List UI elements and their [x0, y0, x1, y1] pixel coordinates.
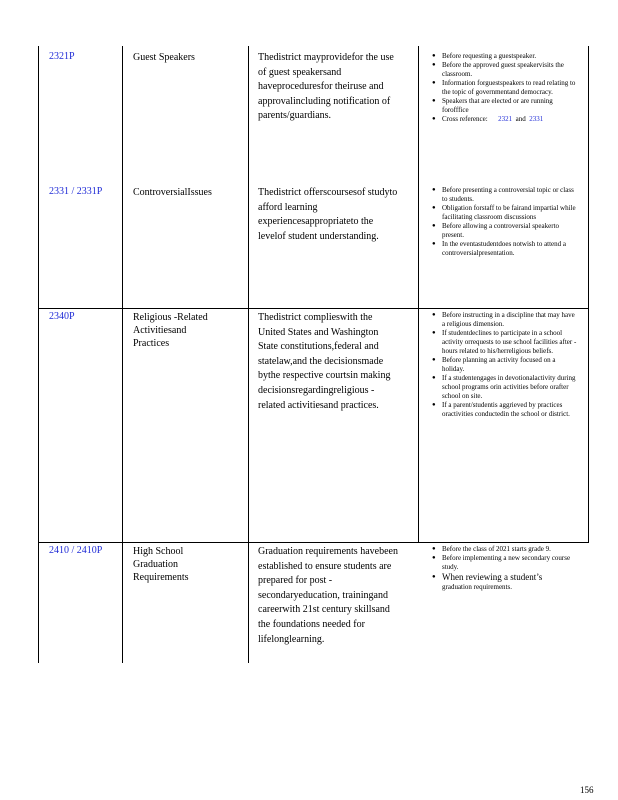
policy-title: Religious -Related Activitiesand Practices	[133, 312, 208, 349]
policy-notes	[432, 545, 577, 592]
column-divider	[418, 46, 419, 543]
policy-code: 2410 / 2410P	[49, 545, 103, 556]
note-item: ● Before planning an activity focused on a holiday.	[432, 356, 577, 374]
note-item: ● If studentdeclines to participate in a school activity orrequests to use school facilities after -hours related to his/herreligious beliefs.	[432, 329, 577, 356]
note-item: ● Before presenting a controversial topic or class to students.	[432, 186, 577, 204]
page-number: 156	[580, 785, 594, 795]
note-item: ● Speakers that are elected or are running forofffice	[432, 97, 577, 115]
policy-title: ControversialIssues	[133, 187, 212, 198]
cross-reference-link[interactable]: 2321	[498, 115, 513, 123]
note-continuation: graduation requirements.	[442, 583, 512, 591]
note-item: ● If a parent/studentis aggrieved by practices oractivities conductedin the school or district.	[432, 401, 577, 419]
policy-notes	[432, 311, 577, 419]
note-item: ● If a studentengages in devotionalactivity during school programs orin activities before orafter school on site.	[432, 374, 577, 401]
policy-description: Graduation requirements havebeen established to ensure students are prepared for post -secondaryeducation, trainingand careerwith 21st century skillsand the foundations needed for lifelonglearning.	[258, 546, 398, 645]
column-divider	[38, 46, 39, 663]
row-divider	[38, 308, 589, 309]
note-item: ● Before instructing in a discipline that may have a religious dimension.	[432, 311, 577, 329]
cross-reference-and: and	[515, 115, 526, 123]
note-item: ● Information forguestspeakers to read relating to the topic of governmentand democracy.	[432, 79, 577, 97]
note-item: ● Before requesting a guestspeaker.	[432, 52, 577, 61]
column-divider	[248, 46, 249, 663]
cross-reference-label: Cross reference:	[442, 115, 488, 123]
cross-reference-link[interactable]: 2331	[529, 115, 544, 123]
policy-description: Thedistrict complieswith the United States and Washington State constitutions,federal and statelaw,and the decisionsmade bythe respective courtsin making decisionsregardingreligious -related activitiesand practices.	[258, 312, 391, 411]
column-divider	[588, 46, 589, 543]
note-item: ● Before the class of 2021 starts grade 9.	[432, 545, 577, 554]
policy-notes	[432, 186, 577, 258]
policy-code: 2321P	[49, 51, 75, 62]
column-divider	[122, 46, 123, 663]
note-item: ● When reviewing a student’s	[432, 572, 577, 583]
policy-title: High School Graduation Requirements	[133, 546, 189, 583]
policy-code: 2331 / 2331P	[49, 186, 103, 197]
cross-reference	[432, 115, 577, 124]
note-item: ● Before allowing a controversial speakerto present.	[432, 222, 577, 240]
policy-notes	[432, 52, 577, 124]
note-item: ● In the eventastudentdoes notwish to attend a controversialpresentation.	[432, 240, 577, 258]
policy-title: Guest Speakers	[133, 52, 195, 63]
note-item: ● Before implementing a new secondary course study.	[432, 554, 577, 572]
policy-description: Thedistrict mayprovidefor the use of guest speakersand haveproceduresfor theiruse and approvalincluding notification of parents/guardians.	[258, 52, 394, 122]
policy-description: Thedistrict offerscoursesof studyto afford learning experiencesappropriateto the levelof student understanding.	[258, 187, 398, 242]
row-divider	[38, 542, 589, 543]
note-item: ● Obligation forstaff to be fairand impartial while facilitating classroom discussions	[432, 204, 577, 222]
policy-code: 2340P	[49, 311, 75, 322]
note-item: ● Before the approved guest speakervisits the classroom.	[432, 61, 577, 79]
